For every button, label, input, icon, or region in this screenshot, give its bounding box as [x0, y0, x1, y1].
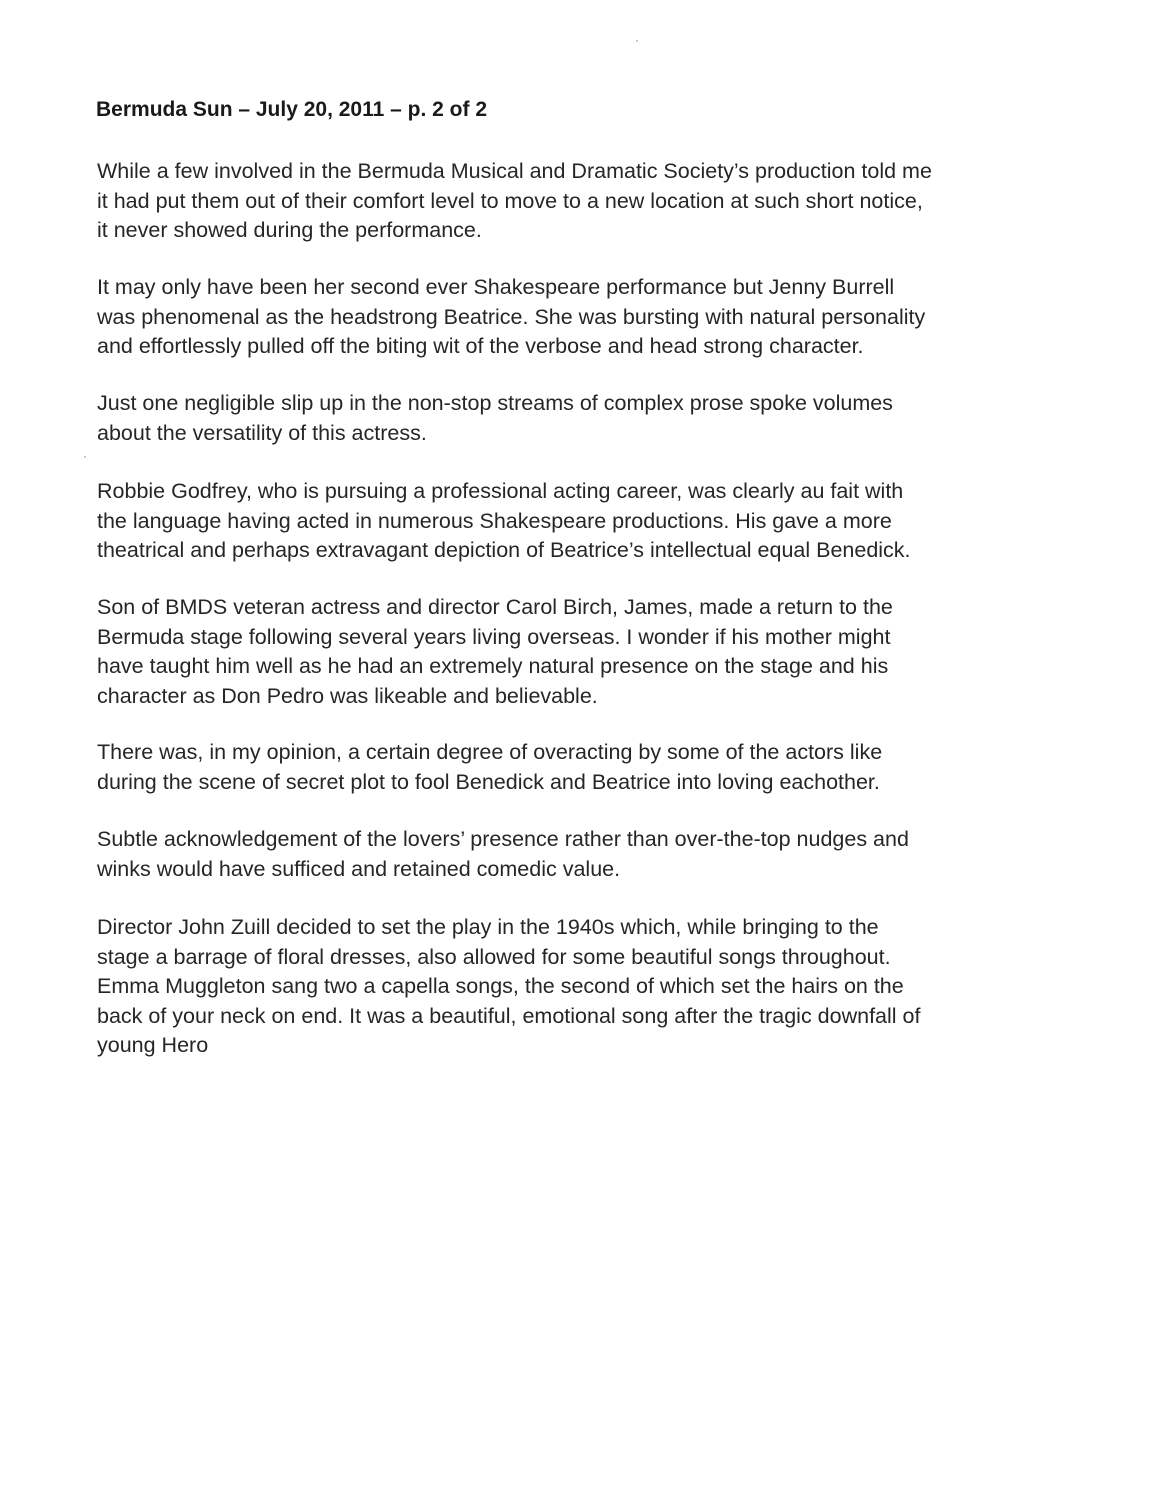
text-line: theatrical and perhaps extravagant depiction of Beatrice’s intellectual equal Benedick.: [97, 538, 911, 563]
text-line: It may only have been her second ever Shakespeare performance but Jenny Burrell: [97, 275, 895, 299]
text-line: Emma Muggleton sang two a capella songs, the second of which set the hairs on the: [97, 974, 904, 999]
scan-speck: [636, 40, 638, 42]
text-line: Subtle acknowledgement of the lovers’ presence rather than over-the-top nudges and: [97, 827, 909, 851]
text-line: was phenomenal as the headstrong Beatrice. She was bursting with natural personality: [97, 304, 926, 329]
paragraph-6: [97, 738, 1107, 797]
text-line: back of your neck on end. It was a beautiful, emotional song after the tragic downfall of: [97, 1003, 921, 1028]
text-line: and effortlessly pulled off the biting wit of the verbose and head strong character.: [97, 334, 864, 359]
text-line: While a few involved in the Bermuda Musical and Dramatic Society’s production told me: [97, 159, 932, 183]
scan-speck: [84, 456, 86, 458]
paragraph-5: [97, 593, 1107, 711]
text-line: the language having acted in numerous Shakespeare productions. His gave a more: [97, 508, 892, 533]
text-line: have taught him well as he had an extremely natural presence on the stage and his: [97, 654, 889, 679]
text-line: winks would have sufficed and retained comedic value.: [97, 856, 621, 881]
document-header: Bermuda Sun – July 20, 2011 – p. 2 of 2: [96, 98, 488, 121]
text-line: There was, in my opinion, a certain degree of overacting by some of the actors like: [97, 740, 883, 764]
text-line: Son of BMDS veteran actress and director Carol Birch, James, made a return to the: [97, 595, 893, 619]
paragraph-8: [97, 913, 1107, 1061]
paragraph-7: [97, 825, 1107, 884]
text-line: character as Don Pedro was likeable and believable.: [97, 683, 598, 708]
paragraph-2: [97, 273, 1107, 362]
text-line: young Hero: [97, 1033, 209, 1058]
text-line: during the scene of secret plot to fool Benedick and Beatrice into loving eachother.: [97, 769, 880, 794]
text-line: stage a barrage of floral dresses, also allowed for some beautiful songs throughout.: [97, 944, 891, 969]
text-line: about the versatility of this actress.: [97, 420, 427, 445]
paragraph-4: [97, 477, 1107, 566]
text-line: Robbie Godfrey, who is pursuing a professional acting career, was clearly au fait with: [97, 479, 904, 503]
text-line: it had put them out of their comfort level to move to a new location at such short notice,: [97, 188, 923, 213]
paragraph-1: [97, 157, 1107, 246]
text-line: Director John Zuill decided to set the play in the 1940s which, while bringing to the: [97, 915, 879, 939]
paragraph-3: [97, 389, 1107, 448]
text-line: Just one negligible slip up in the non-stop streams of complex prose spoke volumes: [97, 391, 893, 415]
text-line: Bermuda stage following several years living overseas. I wonder if his mother might: [97, 624, 891, 649]
text-line: it never showed during the performance.: [97, 218, 482, 243]
